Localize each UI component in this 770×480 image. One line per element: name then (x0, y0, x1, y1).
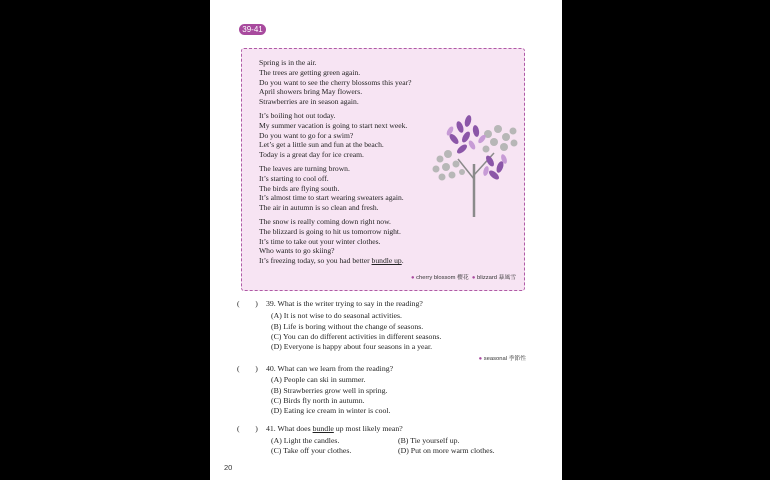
answer-blank[interactable]: ( ) (237, 364, 258, 373)
passage-line: It’s time to take out your winter clothes. (259, 236, 381, 246)
option-41-c: (C) Take off your clothes. (271, 446, 352, 455)
season-tree-illustration (428, 109, 523, 217)
textbook-page (210, 0, 562, 480)
option-40-a: (A) People can ski in summer. (271, 375, 366, 384)
question-text: What can we learn from the reading? (277, 364, 394, 373)
option-39-a: (A) It is not wise to do seasonal activities. (271, 311, 403, 320)
stanza-winter (259, 217, 404, 266)
reading-passage-box (241, 48, 525, 291)
vocabulary-note (479, 353, 526, 362)
passage-text: It’s freezing today, so you had better (259, 256, 372, 266)
passage-line: It’s almost time to start wearing sweaters again. (259, 193, 404, 203)
question-number: 40. (265, 364, 276, 373)
option-40-d: (D) Eating ice cream in winter is cool. (271, 406, 391, 415)
option-41-a: (A) Light the candles. (271, 436, 340, 445)
option-39-d: (D) Everyone is happy about four seasons in a year. (271, 342, 433, 351)
note-text: seasonal 季節性 (483, 356, 526, 362)
stanza-spring (259, 58, 411, 107)
passage-line: April showers bring May flowers. (259, 87, 363, 97)
passage-line: Let’s get a little sun and fun at the beach. (259, 140, 384, 150)
question-number: 41. (265, 424, 276, 433)
passage-line: It’s boiling hot out today. (259, 111, 336, 120)
passage-line: Strawberries are in season again. (259, 97, 359, 107)
bullet-icon: ● (471, 275, 476, 281)
option-39-c: (C) You can do different activities in different seasons. (271, 332, 442, 341)
option-39-b: (B) Life is boring without the change of seasons. (271, 322, 424, 331)
option-41-b: (B) Tie yourself up. (398, 436, 460, 445)
passage-line: It’s starting to cool off. (259, 173, 329, 183)
page-number: 20 (224, 463, 233, 472)
stanza-autumn (259, 164, 404, 213)
passage-text: . (401, 256, 404, 266)
passage-line: The trees are getting green again. (259, 67, 361, 77)
bullet-icon: ● (410, 275, 415, 281)
passage-line: The birds are flying south. (259, 183, 340, 193)
passage-line: The leaves are turning brown. (259, 164, 350, 173)
bullet-icon: ● (478, 356, 483, 362)
passage-line: The snow is really coming down right now. (259, 217, 391, 226)
option-41-d: (D) Put on more warm clothes. (398, 446, 495, 455)
passage-line: Spring is in the air. (259, 58, 317, 67)
passage-line: The air in autumn is so clean and fresh. (259, 203, 379, 213)
question-39 (237, 298, 423, 309)
passage-line-last (259, 256, 404, 266)
answer-blank[interactable]: ( ) (237, 424, 258, 433)
underlined-phrase: bundle up (371, 256, 402, 266)
question-text: up most likely mean? (333, 424, 403, 433)
question-40 (237, 363, 393, 374)
passage-line: Who wants to go skiing? (259, 246, 335, 256)
question-number: 39. (265, 299, 276, 308)
gloss-item: cherry blossom 櫻花 (416, 275, 469, 281)
underlined-word: bundle (312, 424, 334, 433)
stanza-summer (259, 111, 407, 160)
option-40-c: (C) Birds fly north in autumn. (271, 396, 365, 405)
question-text: What does (277, 424, 313, 433)
option-40-b: (B) Strawberries grow well in spring. (271, 386, 388, 395)
passage-line: Do you want to see the cherry blossoms this year? (259, 77, 412, 87)
answer-blank[interactable]: ( ) (237, 299, 258, 308)
vocabulary-gloss (411, 272, 516, 281)
passage-line: My summer vacation is going to start next week. (259, 120, 408, 130)
gloss-item: blizzard 暴風雪 (477, 275, 516, 281)
passage-line: The blizzard is going to hit us tomorrow night. (259, 226, 401, 236)
question-range-badge: 39-41 (239, 24, 266, 35)
question-text: What is the writer trying to say in the reading? (277, 299, 423, 308)
question-41 (237, 423, 403, 434)
passage-line: Do you want to go for a swim? (259, 130, 354, 140)
passage-line: Today is a great day for ice cream. (259, 150, 364, 160)
